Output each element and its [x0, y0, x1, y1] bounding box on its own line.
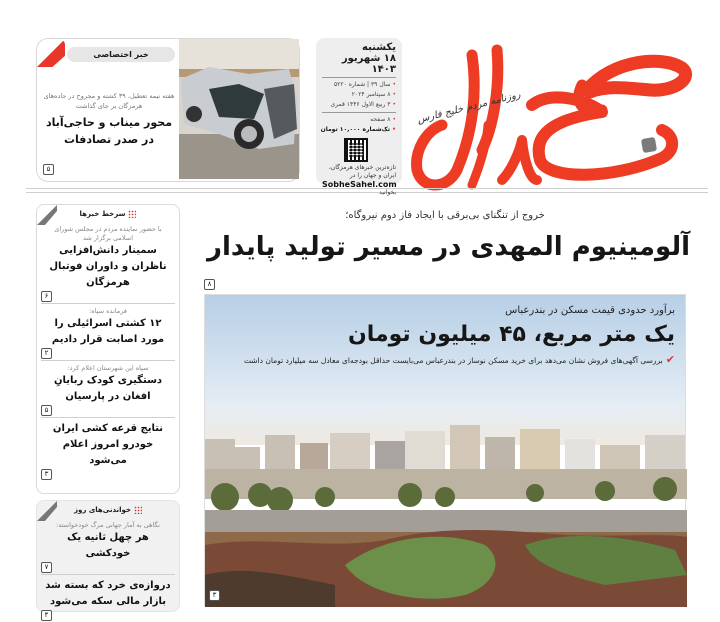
headline-title[interactable]: سمینار دانش‌افزایی ناظران و داوران فوتبال هرمزگان: [49, 245, 167, 288]
headline-item[interactable]: [41, 361, 175, 418]
readable-kicker: نگاهی به آمار جهانی مرگ خودخواسته:: [56, 521, 160, 529]
headline-title[interactable]: دستگیری کودک ربایانِ افغان در پارسیان: [53, 375, 163, 402]
bandar-abbas-cityscape-photo: [205, 425, 687, 607]
qr-code-icon[interactable]: [344, 138, 368, 162]
headline-title[interactable]: ۱۲ کشتی اسرائیلی را مورد اصابت قرار دادیم: [51, 318, 165, 345]
info-footer: تازه‌ترین خبرهای هرمزگان، ایران و جهان را در: [328, 164, 396, 179]
page-reference: ۳: [41, 469, 52, 480]
grid-dots-icon: [128, 210, 136, 218]
page-reference: ۸: [204, 279, 215, 290]
divider: [322, 77, 396, 78]
page-count: • ۸ صفحه: [370, 116, 396, 123]
page-reference: ۴: [41, 610, 52, 621]
corner-accent: [37, 39, 65, 67]
headline-item[interactable]: [41, 418, 175, 481]
headline-title[interactable]: نتایج قرعه کشی ایران خودرو امروز اعلام می‌شود: [52, 423, 164, 466]
main-story-headline[interactable]: آلومینیوم المهدی در مسیر تولید پایدار: [207, 232, 690, 262]
issue-number: • سال ۳۹ | شماره ۵۲۲۰: [333, 81, 396, 88]
gregorian-date: • ۸ سپتامبر ۲۰۲۴: [351, 91, 396, 98]
tagline: روزنامه مردم خلیج فارس: [416, 89, 522, 126]
wrecked-car-photo: [179, 39, 299, 179]
photo-story-headline[interactable]: یک متر مربع، ۴۵ میلیون تومان: [347, 322, 675, 347]
page-reference: ۵: [43, 164, 54, 175]
newspaper-logo: [412, 30, 702, 190]
photo-story-body: ✔بررسی آگهی‌های فروش نشان می‌دهد برای خرید مسکن نوساز در بندرعباس می‌بایست حداقل بودجه‌ای معادل سه میلیارد تومان داشت: [243, 353, 675, 366]
readable-title[interactable]: هر چهل ثانیه یک خودکشی: [67, 532, 149, 559]
exclusive-label: خبر اختصاصی: [67, 47, 175, 62]
divider: [322, 112, 396, 113]
exclusive-news-card[interactable]: [36, 38, 300, 182]
readable-item[interactable]: [41, 518, 175, 575]
headlines-heading: سرخط خبرها: [37, 210, 179, 222]
page-reference: ۳: [209, 590, 220, 601]
issue-date: ۱۸ شهریور ۱۴۰۳: [341, 53, 396, 75]
grid-dots-icon: [134, 506, 142, 514]
check-icon: ✔: [665, 353, 675, 366]
headline-kicker: سپاه این شهرستان اعلام کرد:: [67, 364, 149, 372]
headline-kicker: با حضور نماینده مردم در مجلس شورای اسلامی برگزار شد: [54, 225, 162, 242]
page-reference: ۷: [41, 562, 52, 573]
headlines-box: [36, 204, 180, 494]
issue-info-box: [316, 38, 402, 196]
headline-item[interactable]: [41, 222, 175, 304]
issue-price: • تک‌شماره ۱۰,۰۰۰ تومان: [320, 126, 396, 133]
main-story-kicker: خروج از تنگنای بی‌برقی با ایجاد فاز دوم نیروگاه؛: [345, 210, 545, 221]
info-footer-end: بخوانید: [379, 189, 396, 196]
headline-kicker: فرمانده سپاه:: [89, 307, 127, 315]
website-link[interactable]: SobheSahel.com: [322, 180, 397, 189]
readable-title[interactable]: دروازه‌ی خرد که بسته شد بازار مالی سکه می‌شود: [45, 580, 171, 607]
issue-day: یکشنبه: [362, 42, 396, 53]
headline-item[interactable]: [41, 304, 175, 361]
photo-story[interactable]: [204, 294, 686, 606]
readables-heading: خواندنی‌های روز: [37, 506, 179, 518]
readables-box: [36, 500, 180, 619]
hijri-date: • ۳ ربیع الاول ۱۴۴۶ قمری: [330, 101, 396, 108]
exclusive-title[interactable]: محور میناب و حاجی‌آباد در صدر تصادفات: [45, 116, 173, 146]
photo-story-kicker: برآورد حدودی قیمت مسکن در بندرعباس: [505, 305, 675, 316]
readable-item[interactable]: [41, 575, 175, 622]
exclusive-kicker: هفته نیمه تعطیل، ۳۹ کشته و مجروح در جاده‌های هرمزگان بر جای گذاشت: [43, 92, 175, 110]
page-reference: ۵: [41, 405, 52, 416]
page-reference: ۲: [41, 348, 52, 359]
page-reference: ۶: [41, 291, 52, 302]
